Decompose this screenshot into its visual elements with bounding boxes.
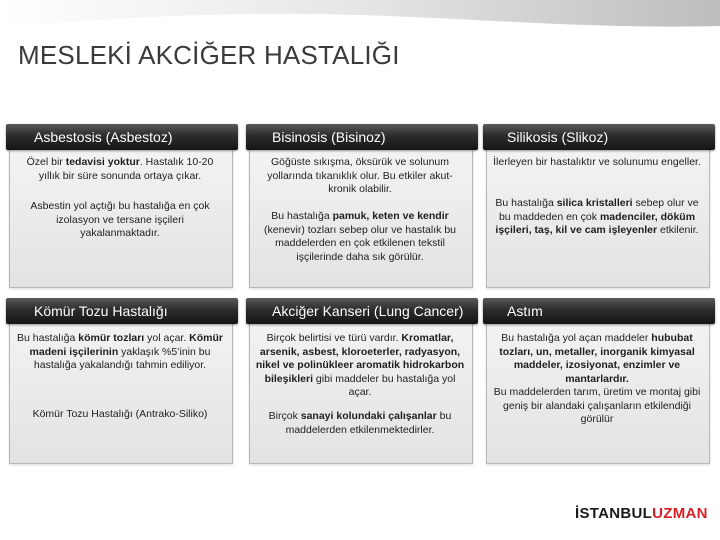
byssinosis-cause: Bu hastalığa pamuk, keten ve kendir (kenevir) tozları sebep olur ve hastalık bu maddelerden en çok etkilenen tekstil işçilerinde daha sık görülür. [263, 210, 456, 263]
asthma-workers: Bu maddelerden tarım, üretim ve montaj gibi geniş bir alandaki çalışanların etkilendiği görülür [493, 386, 701, 425]
header-swoosh [0, 0, 720, 32]
column-byssinosis [249, 124, 471, 462]
silicosis-cause: Bu hastalığa silica kristalleri sebep olur ve bu maddeden en çok madenciler, döküm işçileri, taş, kil ve cam işleyenler etkilenir. [495, 197, 699, 236]
silicosis-desc: İlerleyen bir hastalıktır ve solunumu engeller. [493, 156, 701, 168]
brand-logo: İSTANBULUZMAN [575, 505, 708, 522]
header-byssinosis: Bisinosis (Bisinoz) [246, 124, 478, 150]
asthma-cause: Bu hastalığa yol açan maddeler hububat tozları, un, metaller, inorganik kimyasal maddeler, izosiyonat, enzimler ve mantarlardır. [499, 332, 695, 385]
column-silicosis [486, 124, 708, 462]
column-asbestosis [9, 124, 231, 462]
header-silicosis: Silikosis (Slikoz) [483, 124, 715, 150]
asbestosis-workers: Asbestin yol açtığı bu hastalığa en çok izolasyon ve tersane işçileri yakalanmaktadır. [30, 200, 210, 239]
header-lung-cancer: Akciğer Kanseri (Lung Cancer) [246, 298, 478, 324]
lung-cancer-desc: Birçok belirtisi ve türü vardır. Kromatlar, arsenik, asbest, kloroeterler, radyasyon, nikel ve polinükleer aromatik hidrokarbon bileşikleri gibi maddeler bu hastalığa yol açar. [255, 332, 465, 398]
header-asthma: Astım [483, 298, 715, 324]
page-title: MESLEKİ AKCİĞER HASTALIĞI [18, 40, 400, 70]
lung-cancer-workers: Birçok sanayi kolundaki çalışanlar bu maddelerden etkilenmektedirler. [268, 410, 452, 436]
header-coal-dust: Kömür Tozu Hastalığı [6, 298, 238, 324]
coal-dust-desc: Bu hastalığa kömür tozları yol açar. Kömür madeni işçilerinin yaklaşık %5’inin bu hastalığa yakalandığı tahmin ediliyor. [16, 332, 224, 371]
asbestosis-desc: Özel bir tedavisi yoktur. Hastalık 10-20 yıllık bir süre sonunda ortaya çıkar. [26, 156, 214, 182]
byssinosis-desc: Göğüste sıkışma, öksürük ve solunum yollarında tıkanıklık olur. Bu etkiler akut-kronik olabilir. [267, 156, 453, 195]
coal-dust-type: Kömür Tozu Hastalığı (Antrako-Siliko) [32, 408, 208, 420]
header-asbestosis: Asbestosis (Asbestoz) [6, 124, 238, 150]
